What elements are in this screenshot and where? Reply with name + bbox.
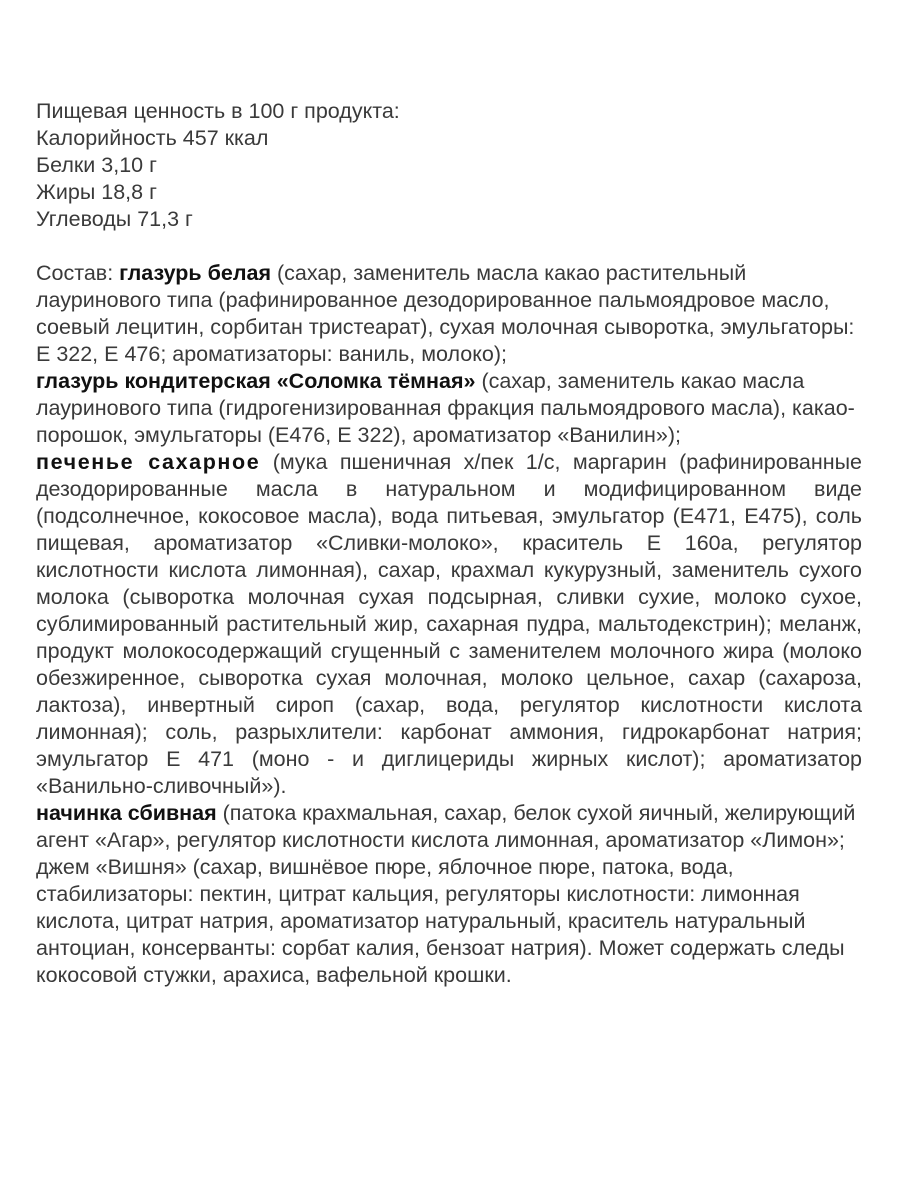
ingredient-title-cookie: печенье сахарное xyxy=(36,450,261,474)
calories-line: Калорийность 457 ккал xyxy=(36,126,269,150)
ingredient-text-glaze-white: (сахар, заменитель масла какао растительный лауринового типа (рафинированное дезодорированное пальмоядровое масло, соевый лецитин, сорбитан тристеарат), сухая молочная сыворотка, эмульгаторы: Е 322, Е 476; ароматизаторы: ваниль, молоко); xyxy=(36,261,855,366)
carbs-line: Углеводы 71,3 г xyxy=(36,207,193,231)
ingredient-text-filling: (патока крахмальная, сахар, белок сухой яичный, желирующий агент «Агар», регулятор кислотности кислота лимонная, ароматизатор «Лимон»; джем «Вишня» (сахар, вишнёвое пюре, яблочное пюре, патока, вода, стабилизаторы: пектин, цитрат кальция, регуляторы кислотности: лимонная кислота, цитрат натрия, ароматизатор натуральный, краситель натуральный антоциан, консерванты: сорбат калия, бензоат натрия). Может содержать следы кокосовой стужки, арахиса, вафельной крошки. xyxy=(36,801,856,987)
ingredient-block-glaze-dark xyxy=(36,368,862,449)
ingredient-block-filling xyxy=(36,800,862,989)
nutrition-heading: Пищевая ценность в 100 г продукта: xyxy=(36,99,400,123)
ingredient-block-cookie xyxy=(36,449,862,800)
composition-section xyxy=(36,260,862,989)
ingredient-text-glaze-dark: (сахар, заменитель какао масла лауринового типа (гидрогенизированная фракция пальмоядрового масла), какао-порошок, эмульгаторы (Е476, Е 322), ароматизатор «Ванилин»); xyxy=(36,369,855,447)
ingredient-title-glaze-dark: глазурь кондитерская «Соломка тёмная» xyxy=(36,369,476,393)
ingredient-block-glaze-white xyxy=(36,260,862,368)
product-label-document xyxy=(36,98,862,989)
ingredient-text-cookie: (мука пшеничная х/пек 1/с, маргарин (рафинированные дезодорированные масла в натуральном и модифицированном виде (подсолнечное, кокосовое масла), вода питьевая, эмульгатор (Е471, Е475), соль пищевая, ароматизатор «Сливки-молоко», краситель Е 160а, регулятор кислотности кислота лимонная), сахар, крахмал кукурузный, заменитель сухого молока (сыворотка молочная сухая подсырная, сливки сухие, молоко сухое, сублимированный растительный жир, сахарная пудра, мальтодекстрин); меланж, продукт молокосодержащий сгущенный с заменителем молочного жира (молоко обезжиренное, сыворотка сухая молочная, молоко цельное, сахар (сахароза, лактоза), инвертный сироп (сахар, вода, регулятор кислотности кислота лимонная); соль, разрыхлители: карбонат аммония, гидрокарбонат натрия; эмульгатор Е 471 (моно - и диглицериды жирных кислот); ароматизатор «Ванильно-сливочный»). xyxy=(36,450,862,798)
fat-line: Жиры 18,8 г xyxy=(36,180,157,204)
composition-intro: Состав: xyxy=(36,261,120,285)
nutrition-facts xyxy=(36,98,862,233)
ingredient-title-glaze-white: глазурь белая xyxy=(119,261,272,285)
protein-line: Белки 3,10 г xyxy=(36,153,157,177)
ingredient-title-filling: начинка сбивная xyxy=(36,801,217,825)
